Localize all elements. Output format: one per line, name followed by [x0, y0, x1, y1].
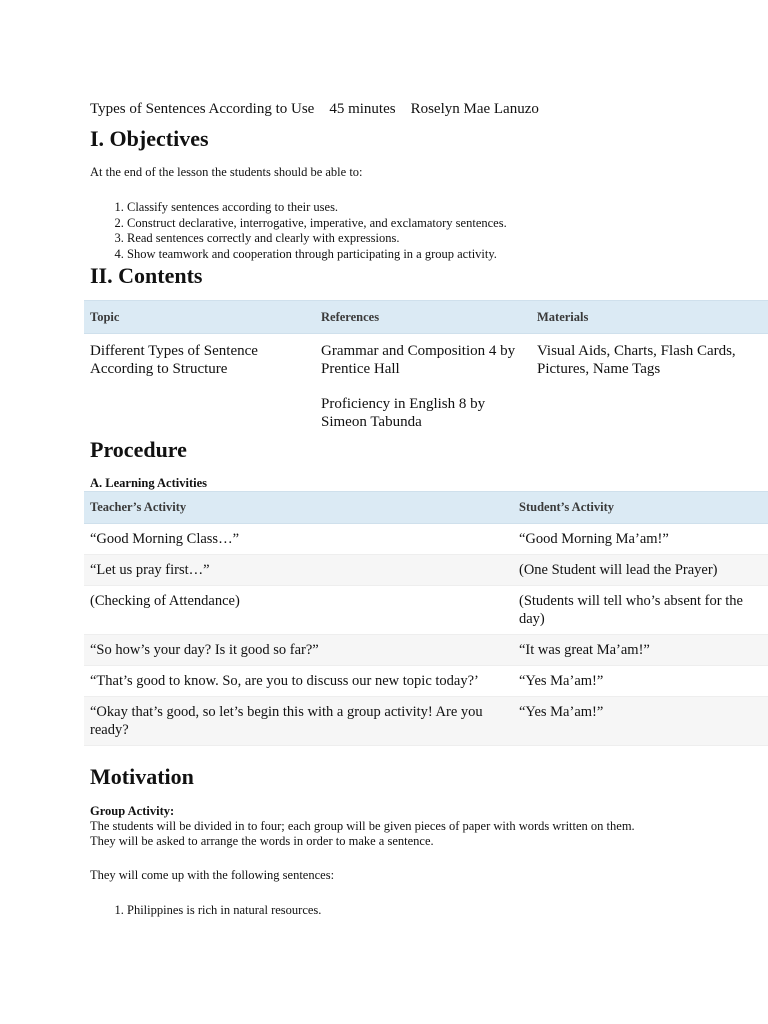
references-cell [315, 334, 531, 432]
teacher-activity: “Okay that’s good, so let’s begin this with a group activity! Are you ready? [84, 697, 513, 746]
student-activity: “Yes Ma’am!” [513, 666, 768, 697]
activity-row [84, 697, 768, 746]
column-header-references: References [315, 301, 531, 334]
contents-heading: II. Contents [90, 263, 203, 288]
motivation-followup: They will come up with the following sentences: [90, 868, 335, 882]
lesson-author: Roselyn Mae Lanuzo [410, 101, 539, 117]
reference-item: Proficiency in English 8 by Simeon Tabunda [321, 396, 486, 430]
student-activity: (One Student will lead the Prayer) [513, 555, 768, 586]
column-header-topic: Topic [84, 301, 315, 334]
learning-activities-table [84, 491, 768, 746]
activities-header-row [84, 492, 768, 524]
objective-item: 4. Show teamwork and cooperation through participating in a group activity. [127, 247, 507, 263]
objectives-intro: At the end of the lesson the students should be able to: [90, 165, 363, 179]
objectives-list [90, 200, 507, 262]
motivation-line-1: The students will be divided in to four; each group will be given pieces of paper with words written on them. [90, 819, 635, 833]
contents-row [84, 334, 768, 432]
activity-row [84, 524, 768, 555]
teacher-activity: (Checking of Attendance) [84, 586, 513, 635]
lesson-header [90, 101, 539, 118]
column-header-materials: Materials [531, 301, 768, 334]
topic-cell: Different Types of Sentence According to Structure [90, 343, 258, 377]
objectives-heading: I. Objectives [90, 126, 209, 151]
student-activity: “It was great Ma’am!” [513, 635, 768, 666]
materials-cell: Visual Aids, Charts, Flash Cards, Pictures, Name Tags [537, 343, 736, 377]
lesson-title: Types of Sentences According to Use [90, 101, 315, 117]
teacher-activity: “Good Morning Class…” [84, 524, 513, 555]
student-activity: “Yes Ma’am!” [513, 697, 768, 746]
group-activity-label: Group Activity: [90, 804, 175, 818]
motivation-line-2: They will be asked to arrange the words in order to make a sentence. [90, 834, 434, 848]
learning-activities-subheading: A. Learning Activities [90, 476, 208, 490]
objective-item: 3. Read sentences correctly and clearly with expressions. [127, 231, 507, 247]
activity-row [84, 586, 768, 635]
student-activity: (Students will tell who’s absent for the day) [513, 586, 768, 635]
objective-item: 1. Classify sentences according to their uses. [127, 200, 507, 216]
motivation-heading: Motivation [90, 764, 194, 789]
activity-row [84, 555, 768, 586]
student-activity: “Good Morning Ma’am!” [513, 524, 768, 555]
teacher-activity: “Let us pray first…” [84, 555, 513, 586]
teacher-activity: “That’s good to know. So, are you to discuss our new topic today?’ [84, 666, 513, 697]
activity-row [84, 666, 768, 697]
activity-row [84, 635, 768, 666]
sentence-item: 1. Philippines is rich in natural resources. [127, 903, 321, 919]
reference-item: Grammar and Composition 4 by Prentice Hall [321, 343, 516, 377]
column-header-student: Student’s Activity [513, 492, 768, 524]
objective-item: 2. Construct declarative, interrogative, imperative, and exclamatory sentences. [127, 216, 507, 232]
sentence-list [90, 903, 321, 919]
contents-table [84, 300, 768, 431]
procedure-heading: Procedure [90, 437, 187, 462]
lesson-duration: 45 minutes [329, 101, 396, 117]
teacher-activity: “So how’s your day? Is it good so far?” [84, 635, 513, 666]
column-header-teacher: Teacher’s Activity [84, 492, 513, 524]
contents-header-row [84, 301, 768, 334]
